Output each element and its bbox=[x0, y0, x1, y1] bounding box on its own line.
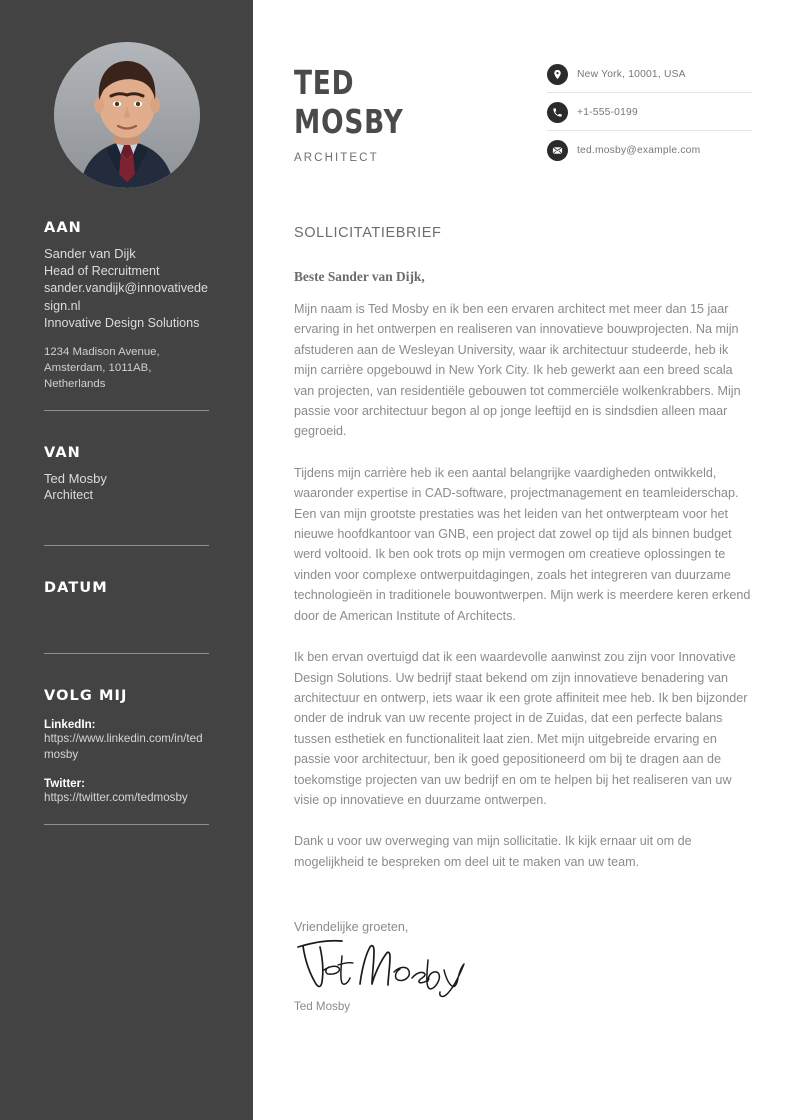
recipient-company: Innovative Design Solutions bbox=[44, 316, 200, 330]
letter-closing: Vriendelijke groeten, bbox=[294, 920, 409, 935]
divider-after-sender bbox=[44, 545, 209, 546]
letter-title: SOLLICITATIEBRIEF bbox=[294, 225, 442, 241]
recipient-job-title: Head of Recruitment bbox=[44, 263, 160, 278]
contact-block bbox=[547, 64, 752, 177]
recipient-address: 1234 Madison Avenue, Amsterdam, 1011AB, Netherlands bbox=[44, 345, 160, 390]
location-pin-icon bbox=[547, 64, 568, 85]
divider-after-social bbox=[44, 824, 209, 825]
letter-paragraph-3: Ik ben ervan overtuigd dat ik een waardevolle aanwinst zou zijn voor Innovative Design Solutions. Uw bedrijf staat bekend om zijn innovatieve benadering van architectuur en ontwerp, iets waar ik een grote affiniteit mee heb. Ik ben bijzonder onder de indruk van uw recente project in de Zuidas, dat een perfecte balans tussen esthetiek en functionaliteit laat zien. Met mijn uitgebreide ervaring en passie voor architectuur, ben ik goed gepositioneerd om bij te dragen aan de toekomstige projecten van uw bedrijf en om te helpen bij het realiseren van uw visie op innovatieve en duurzame ontwerpen. bbox=[294, 650, 748, 807]
letter-main bbox=[253, 0, 794, 1120]
sender-heading: VAN bbox=[44, 444, 81, 461]
social-label-linkedin: LinkedIn: bbox=[44, 717, 96, 731]
recipient-heading: AAN bbox=[44, 220, 82, 236]
name-block bbox=[294, 62, 431, 164]
social-heading: VOLG MIJ bbox=[44, 687, 128, 704]
contact-item-phone bbox=[547, 102, 752, 131]
letter-paragraph-1: Mijn naam is Ted Mosby en ik ben een ervaren architect met meer dan 15 jaar ervaring in het ontwerpen en realiseren van innovatieve bouwprojecten. Na mijn afstuderen aan de Wesleyan University, waar ik architectuur studeerde, heb ik mijn carrière opgebouwd in New York City. Ik heb gewerkt aan een breed scala van projecten, van residentiële gebouwen tot commerciële wolkenkrabbers. Mijn passie voor architectuur begon al op jonge leeftijd en is sindsdien alleen maar gegroeid. bbox=[294, 302, 741, 439]
signature-image bbox=[294, 938, 752, 1000]
sender-section bbox=[44, 445, 209, 546]
sender-job-title: Architect bbox=[44, 488, 93, 502]
social-label-twitter: Twitter: bbox=[44, 776, 86, 790]
date-heading: DATUM bbox=[44, 579, 108, 596]
envelope-icon bbox=[547, 140, 568, 161]
social-section bbox=[44, 688, 209, 825]
signature-name: Ted Mosby bbox=[294, 1000, 351, 1014]
sender-name: Ted Mosby bbox=[44, 470, 107, 486]
divider-after-date bbox=[44, 653, 209, 654]
divider-after-recipient bbox=[44, 410, 209, 411]
recipient-name: Sander van Dijk bbox=[44, 246, 136, 261]
phone-icon bbox=[547, 102, 568, 123]
contact-location-text: New York, 10001, USA bbox=[577, 69, 686, 80]
job-role: ARCHITECT bbox=[294, 152, 379, 164]
contact-item-location bbox=[547, 64, 752, 93]
recipient-section bbox=[44, 220, 209, 411]
date-section bbox=[44, 580, 209, 654]
contact-email-text: ted.mosby@example.com bbox=[577, 145, 701, 156]
first-name: TED bbox=[294, 63, 355, 102]
letter-paragraph-2: Tijdens mijn carrière heb ik een aantal belangrijke vaardigheden ontwikkeld, waaronder expertise in CAD-software, projectmanagement en teamleiderschap. Een van mijn grootste prestaties was het leiden van het ontwerpteam voor het nieuwe hoofdkantoor van GNB, een project dat zowel op tijd als binnen budget werd voltooid. Ik ben ook trots op mijn vermogen om creatieve oplossingen te vinden voor complexe ontwerpuitdagingen, zoals het integreren van duurzame technologieën in traditionele bouwontwerpen. Mijn werk is meerdere keren erkend door de American Institute of Architects. bbox=[294, 465, 751, 623]
letter-paragraph-4: Dank u voor uw overweging van mijn sollicitatie. Ik kijk ernaar uit om de mogelijkheid te bespreken om deel uit te maken van uw team. bbox=[294, 834, 692, 869]
sidebar bbox=[0, 0, 253, 1120]
social-url-twitter[interactable]: https://twitter.com/tedmosby bbox=[44, 790, 188, 804]
social-url-linkedin[interactable]: https://www.linkedin.com/in/tedmosby bbox=[44, 731, 203, 761]
last-name: MOSBY bbox=[294, 102, 404, 141]
avatar bbox=[54, 42, 200, 188]
contact-phone-text: +1-555-0199 bbox=[577, 107, 638, 118]
contact-item-email bbox=[547, 140, 752, 168]
letter-salutation: Beste Sander van Dijk, bbox=[294, 269, 425, 284]
recipient-email: sander.vandijk@innovativedesign.nl bbox=[44, 281, 209, 313]
header-row bbox=[294, 62, 752, 177]
photo-container bbox=[0, 0, 253, 188]
